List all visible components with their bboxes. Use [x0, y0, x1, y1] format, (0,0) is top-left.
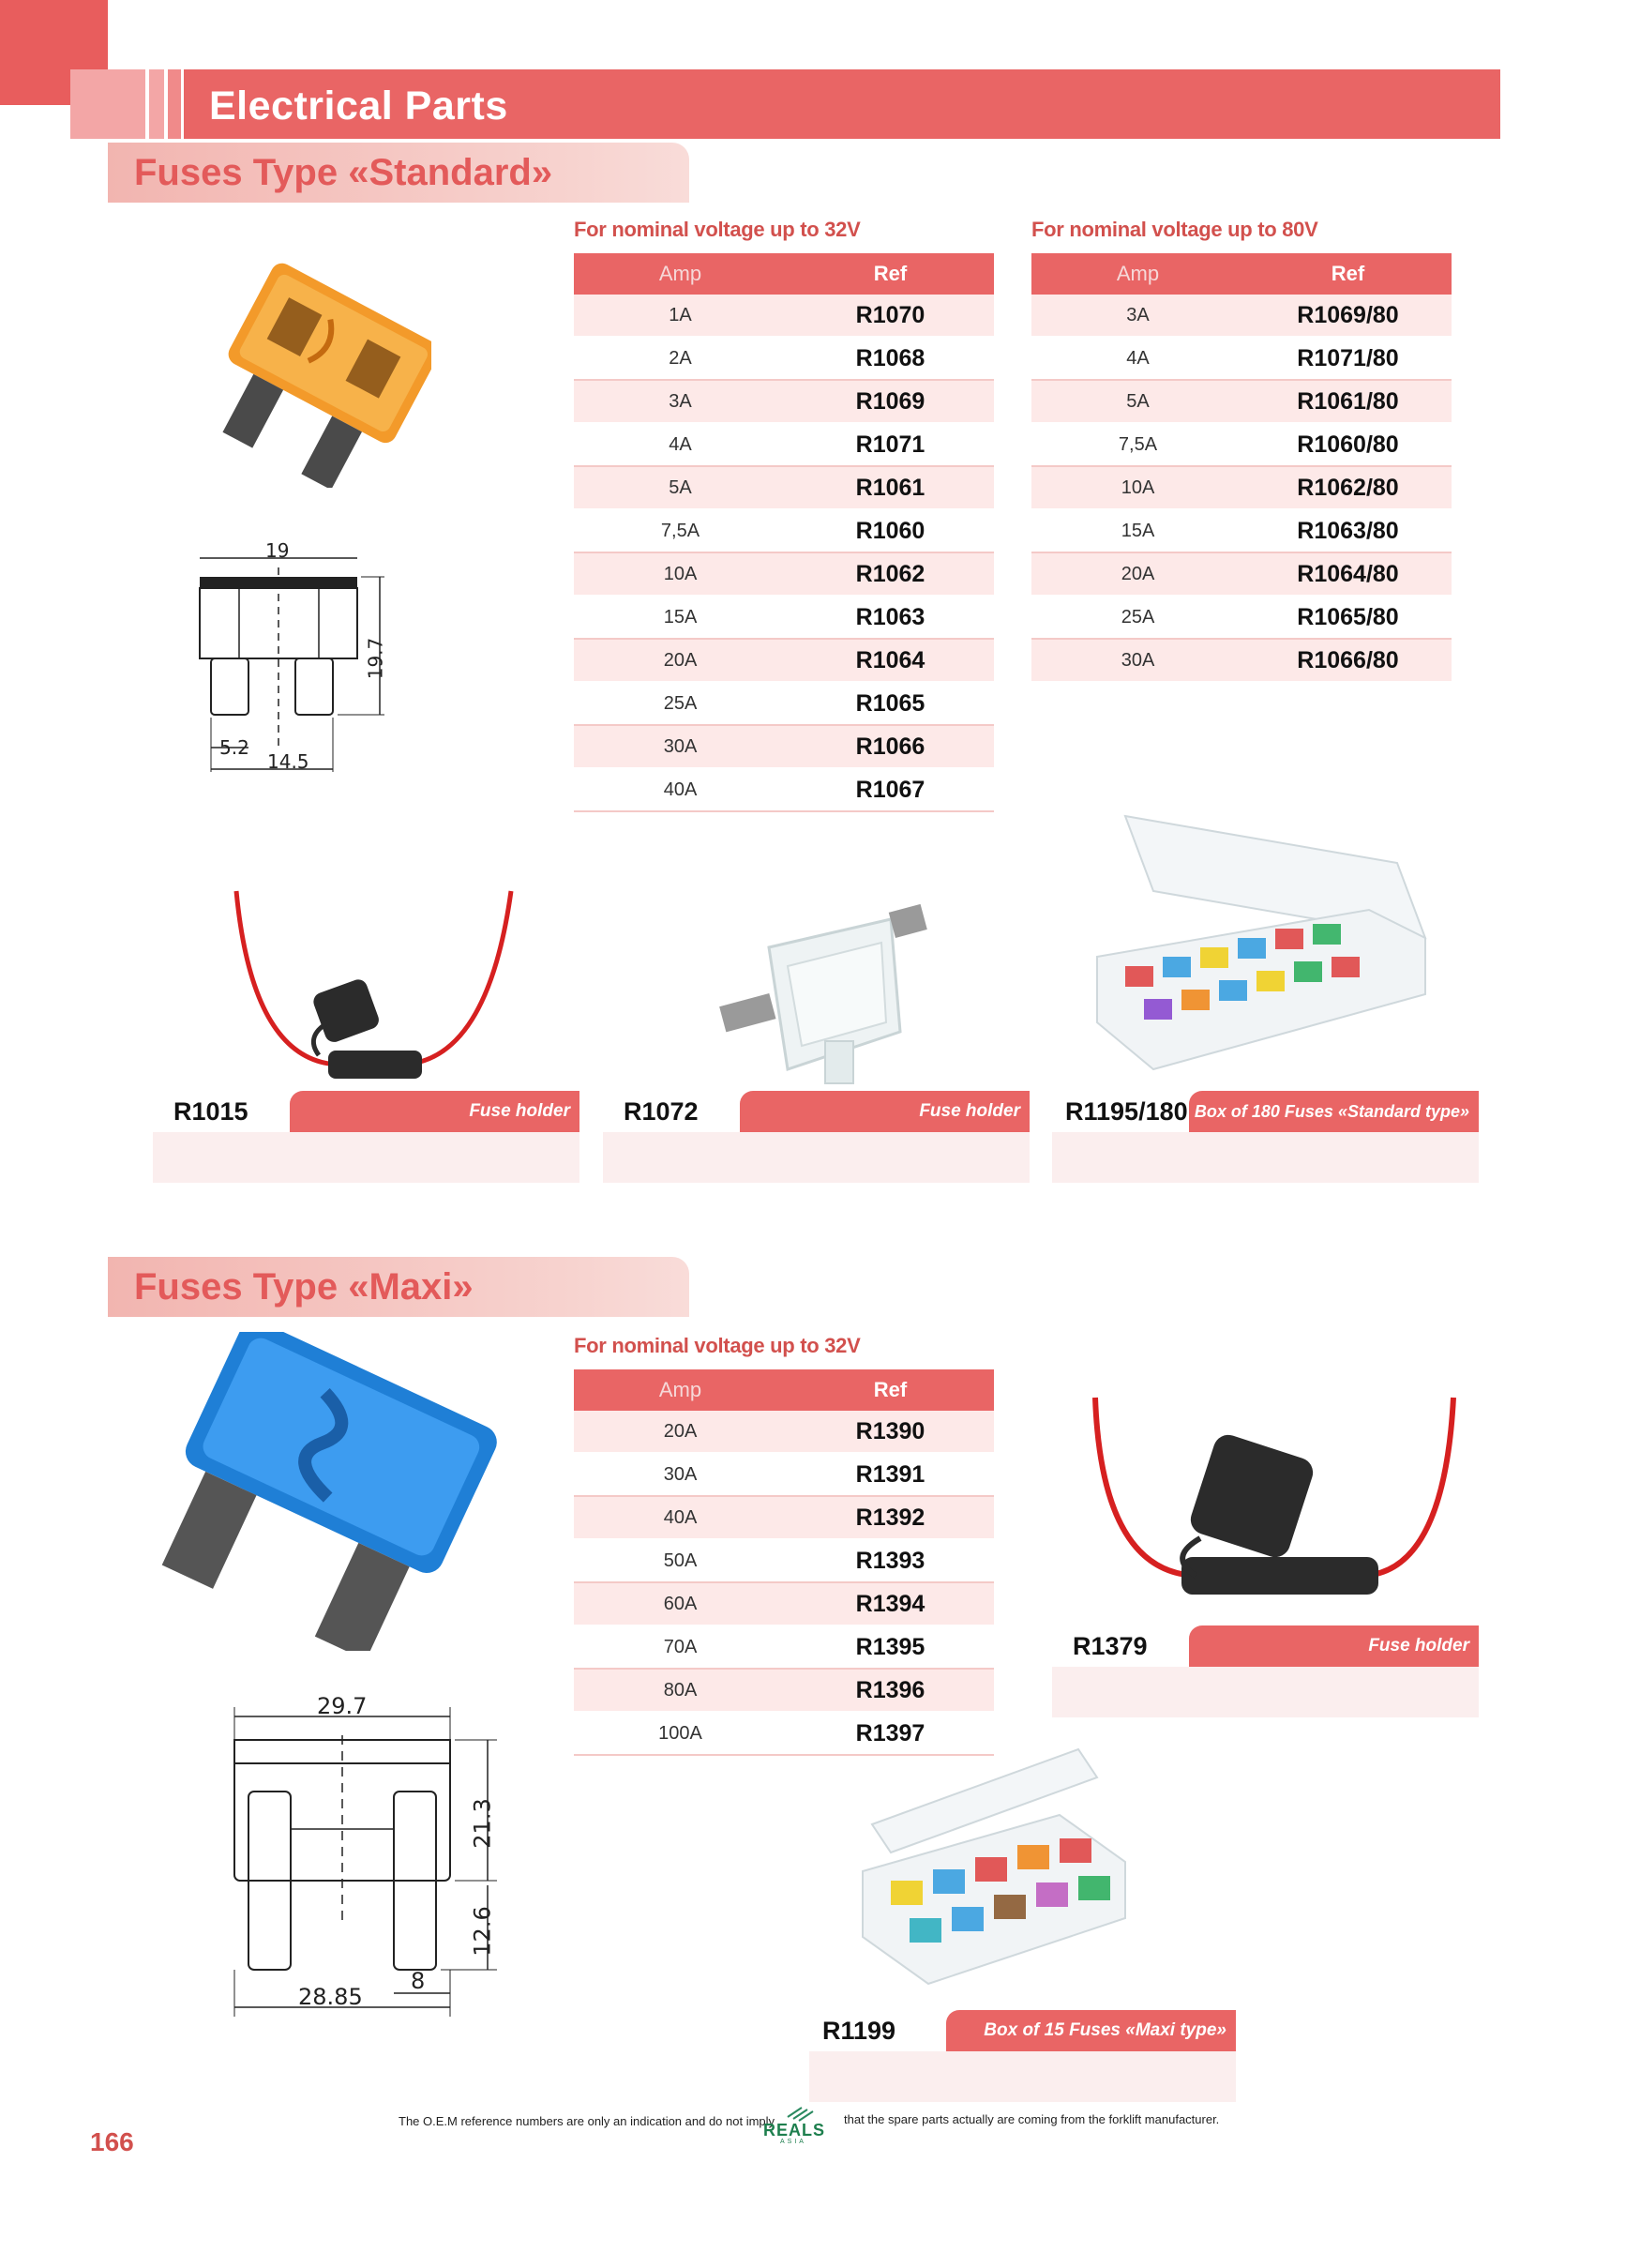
col-header-ref: Ref	[787, 1369, 994, 1411]
table-row: 1A R1070	[574, 295, 994, 337]
col-header-ref: Ref	[1244, 253, 1452, 295]
page-number: 166	[90, 2127, 134, 2156]
caption-maxi-32v: For nominal voltage up to 32V	[574, 1334, 861, 1357]
product-desc: Fuse holder	[1368, 1636, 1469, 1656]
fuse-box-180-image	[1088, 807, 1444, 1088]
table-row: 80A R1396	[574, 1669, 994, 1712]
section-title-maxi: Fuses Type «Maxi»	[134, 1266, 474, 1308]
table-row: 15A R1063/80	[1031, 509, 1452, 552]
maxi-fuse-image	[150, 1332, 516, 1651]
product-card-r1072	[603, 1091, 1030, 1183]
product-desc-bar	[1189, 1625, 1479, 1667]
table-row: 20A R1064	[574, 639, 994, 682]
product-desc: Box of 180 Fuses «Standard type»	[1194, 1102, 1469, 1121]
table-row: 60A R1394	[574, 1582, 994, 1625]
footer-disclaimer-right: that the spare parts actually are coming from the forklift manufacturer.	[844, 2112, 1220, 2126]
table-row: 3A R1069	[574, 380, 994, 423]
product-code: R1379	[1073, 1632, 1148, 1660]
dim-width-label: 29.7	[317, 1693, 368, 1719]
product-desc: Box of 15 Fuses «Maxi type»	[984, 2020, 1226, 2040]
product-desc: Fuse holder	[919, 1101, 1020, 1121]
maxi-32v-table	[574, 1369, 994, 1756]
caption-standard-80v: For nominal voltage up to 80V	[1031, 218, 1318, 241]
dim-span-label: 28.85	[298, 1984, 363, 2010]
table-row: 40A R1392	[574, 1496, 994, 1539]
product-card-r1015	[153, 1091, 579, 1183]
table-row: 25A R1065/80	[1031, 596, 1452, 639]
caption-standard-32v: For nominal voltage up to 32V	[574, 218, 861, 241]
table-row: 40A R1067	[574, 768, 994, 811]
table-row: 10A R1062	[574, 552, 994, 596]
col-header-amp: Amp	[574, 253, 787, 295]
product-card-footer	[603, 1132, 1030, 1183]
dim-lower-label: 12.6	[469, 1906, 496, 1957]
table-row: 4A R1071	[574, 423, 994, 466]
table-row: 50A R1393	[574, 1539, 994, 1582]
maxi-fuse-dimension-drawing	[220, 1688, 520, 2045]
section-title-standard: Fuses Type «Standard»	[134, 152, 553, 193]
product-card-footer	[153, 1132, 579, 1183]
product-desc-bar	[946, 2010, 1236, 2051]
logo-text: REALS	[763, 2121, 826, 2139]
header-stripes	[70, 69, 188, 139]
fuse-holder-socket-image	[713, 891, 956, 1097]
product-desc-bar	[1189, 1091, 1479, 1132]
product-card-r1195-180	[1052, 1091, 1479, 1183]
standard-32v-table	[574, 253, 994, 812]
footer-disclaimer-left: The O.E.M reference numbers are only an indication and do not imply	[399, 2114, 775, 2128]
table-row: 3A R1069/80	[1031, 295, 1452, 337]
table-row: 70A R1395	[574, 1625, 994, 1669]
product-desc-bar	[740, 1091, 1030, 1132]
product-code: R1015	[173, 1097, 248, 1126]
table-row: 2A R1068	[574, 337, 994, 380]
fuse-box-15-image	[844, 1740, 1144, 2003]
product-desc: Fuse holder	[469, 1101, 570, 1121]
table-row: 5A R1061	[574, 466, 994, 509]
product-code: R1072	[624, 1097, 699, 1126]
table-row: 30A R1066/80	[1031, 639, 1452, 682]
product-card-r1199	[809, 2010, 1236, 2102]
col-header-amp: Amp	[574, 1369, 787, 1411]
table-row: 10A R1062/80	[1031, 466, 1452, 509]
table-row: 4A R1071/80	[1031, 337, 1452, 380]
table-row: 100A R1397	[574, 1712, 994, 1755]
dim-blade-label: 8	[411, 1968, 426, 1994]
page-title: Electrical Parts	[209, 83, 508, 129]
col-header-ref: Ref	[787, 253, 994, 295]
dim-span-label: 14.5	[267, 750, 309, 773]
product-card-footer	[809, 2051, 1236, 2102]
dim-width-label: 19	[265, 539, 290, 562]
dim-blade-label: 5.2	[219, 736, 249, 759]
product-code: R1195/180	[1065, 1097, 1188, 1126]
product-card-r1379	[1052, 1625, 1479, 1717]
dim-height-label: 19.7	[364, 637, 387, 680]
table-row: 15A R1063	[574, 596, 994, 639]
product-desc-bar	[290, 1091, 579, 1132]
table-row: 30A R1391	[574, 1453, 994, 1496]
table-row: 20A R1390	[574, 1411, 994, 1453]
dim-upper-label: 21.3	[469, 1798, 496, 1849]
product-card-footer	[1052, 1667, 1479, 1717]
table-row: 7,5A R1060	[574, 509, 994, 552]
reals-logo	[750, 2106, 839, 2145]
table-row: 30A R1066	[574, 725, 994, 768]
logo-subtext: ASIA	[780, 2139, 806, 2145]
table-row: 7,5A R1060/80	[1031, 423, 1452, 466]
maxi-fuse-holder-image	[1078, 1388, 1472, 1604]
table-row: 25A R1065	[574, 682, 994, 725]
table-row: 20A R1064/80	[1031, 552, 1452, 596]
table-row: 5A R1061/80	[1031, 380, 1452, 423]
product-card-footer	[1052, 1132, 1479, 1183]
standard-fuse-image	[169, 253, 431, 488]
product-code: R1199	[822, 2017, 896, 2045]
inline-fuse-holder-image	[216, 882, 534, 1097]
col-header-amp: Amp	[1031, 253, 1244, 295]
standard-80v-table	[1031, 253, 1452, 683]
